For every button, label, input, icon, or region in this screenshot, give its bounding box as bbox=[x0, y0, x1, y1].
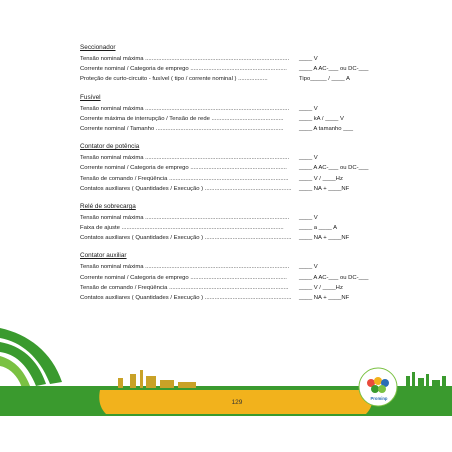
form-row bbox=[80, 124, 410, 134]
skyline-left bbox=[118, 370, 196, 388]
form-row bbox=[80, 74, 410, 84]
field-label: Corrente nominal / Categoria de emprego ........................................................... bbox=[80, 66, 287, 73]
field-blank: ____ V bbox=[299, 155, 318, 162]
form-row bbox=[80, 153, 410, 163]
field-blank: ____ A tamanho ___ bbox=[299, 125, 354, 132]
footer-banner bbox=[0, 320, 452, 452]
field-label: Corrente nominal / Categoria de emprego ........................................................... bbox=[80, 274, 287, 281]
form-row bbox=[80, 283, 410, 293]
field-blank: ____ kA / ____ V bbox=[299, 115, 344, 122]
field-label: Tensão nominal máxima ........................................................................................ bbox=[80, 214, 290, 221]
field-label: Tensão de comando / Freqüência ......................................................................... bbox=[80, 284, 289, 291]
form-section bbox=[80, 94, 410, 135]
field-label: Faixa de ajuste ................................................................................................... bbox=[80, 225, 284, 232]
form-row bbox=[80, 262, 410, 272]
field-blank: Tipo_____ / ____ A bbox=[299, 76, 350, 83]
field-label: Tensão nominal máxima ........................................................................................ bbox=[80, 264, 290, 271]
field-label: Corrente máxima de interrupção / Tensão de rede ............................................ bbox=[80, 115, 284, 122]
section-title: Contator auxiliar bbox=[80, 252, 127, 260]
form-row bbox=[80, 273, 410, 283]
swoosh-arc-outer bbox=[0, 328, 62, 384]
form-section bbox=[80, 203, 410, 244]
field-blank: ____ A AC-___ ou DC-___ bbox=[299, 274, 369, 281]
field-blank: ____ V / ____Hz bbox=[299, 175, 343, 182]
field-blank: ____ A AC-___ ou DC-___ bbox=[299, 165, 369, 172]
skyline-right bbox=[406, 372, 446, 388]
field-label: Contatos auxiliares ( Quantidades / Execução ) ..................................................... bbox=[80, 295, 292, 301]
field-label: Tensão nominal máxima ........................................................................................ bbox=[80, 155, 290, 162]
field-label: Tensão nominal máxima ........................................................................................ bbox=[80, 56, 290, 62]
form-section bbox=[80, 143, 410, 194]
field-blank: ____ V bbox=[299, 214, 318, 221]
form-row bbox=[80, 64, 410, 74]
section-title: Contator de potência bbox=[80, 143, 140, 151]
form-row bbox=[80, 174, 410, 184]
field-label: Tensão nominal máxima ........................................................................................ bbox=[80, 105, 290, 112]
section-title: Fusível bbox=[80, 93, 101, 101]
form-row bbox=[80, 293, 410, 303]
field-blank: ____ a ____ A bbox=[299, 225, 337, 232]
field-blank: ____ V bbox=[299, 105, 318, 112]
form-section bbox=[80, 252, 410, 303]
field-label: Proteção de curto-circuito - fusível ( tipo / corrente nominal ) .................. bbox=[80, 76, 268, 83]
form-row bbox=[80, 184, 410, 194]
field-blank: ____ A AC-___ ou DC-___ bbox=[299, 66, 369, 73]
field-label: Corrente nominal / Categoria de emprego ........................................................... bbox=[80, 165, 287, 172]
field-label: Corrente nominal / Tamanho .............................................................................. bbox=[80, 125, 284, 132]
field-blank: ____ NA + ____NF bbox=[299, 295, 350, 301]
field-label: Contatos auxiliares ( Quantidades / Execução ) ..................................................... bbox=[80, 185, 292, 192]
page-number: 129 bbox=[231, 399, 243, 406]
field-blank: ____ NA + ____NF bbox=[299, 235, 350, 242]
section-title: Relé de sobrecarga bbox=[80, 202, 136, 210]
field-label: Tensão de comando / Freqüência ......................................................................... bbox=[80, 175, 289, 182]
field-blank: ____ V / ____Hz bbox=[299, 284, 343, 291]
field-label: Contatos auxiliares ( Quantidades / Execução ) ..................................................... bbox=[80, 235, 292, 242]
form-row bbox=[80, 54, 410, 64]
form-row bbox=[80, 104, 410, 114]
section-title: Seccionador bbox=[80, 44, 116, 51]
field-blank: ____ V bbox=[299, 264, 318, 271]
form-row bbox=[80, 213, 410, 223]
form-row bbox=[80, 223, 410, 233]
field-blank: ____ NA + ____NF bbox=[299, 185, 350, 192]
form-row bbox=[80, 233, 410, 243]
document-body bbox=[80, 44, 410, 312]
form-row bbox=[80, 114, 410, 124]
form-row bbox=[80, 163, 410, 173]
field-blank: ____ V bbox=[299, 56, 318, 62]
form-section bbox=[80, 44, 410, 85]
logo-label: Prominp bbox=[370, 396, 388, 401]
